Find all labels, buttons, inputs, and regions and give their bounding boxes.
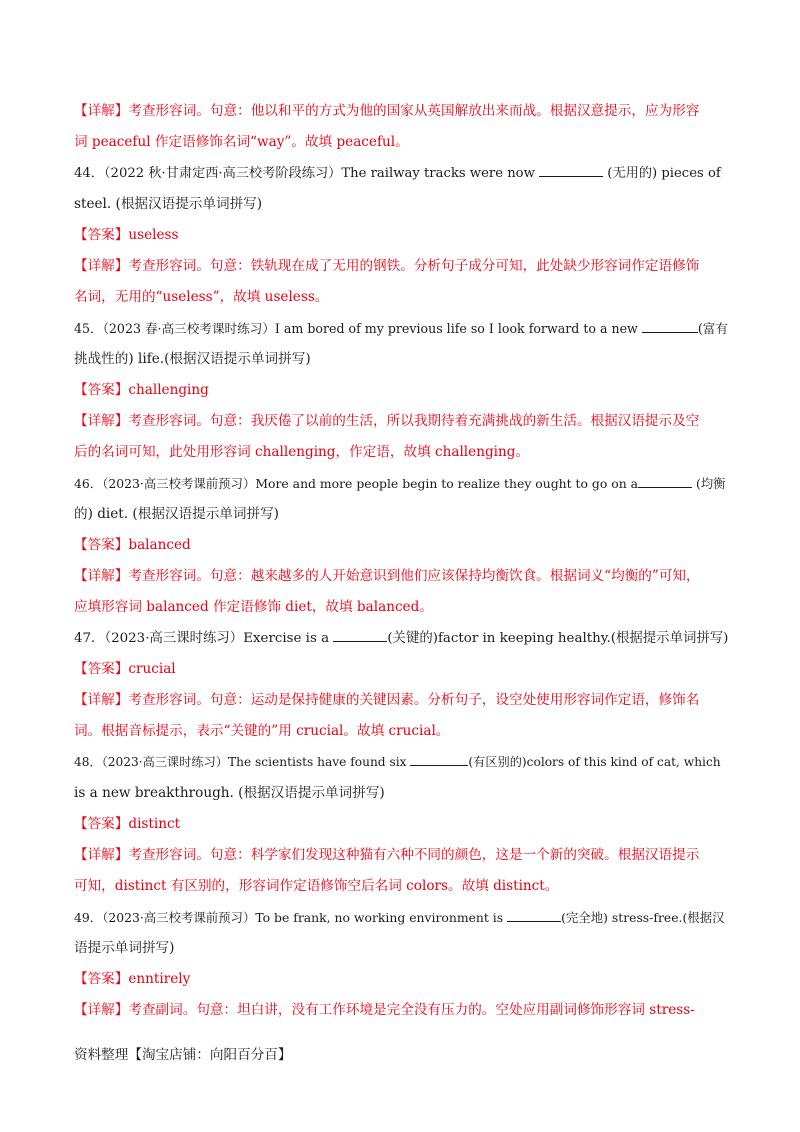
q44-question-line-1 (74, 158, 728, 189)
q46-question-line-2: 的) diet. (根据汉语提示单词拼写) (74, 506, 279, 522)
q47-explain-line-2: 词。根据音标提示，表示“关键的”用 crucial。故填 crucial。 (74, 723, 450, 739)
q44-question-line-2: steel. (根据汉语提示单词拼写) (74, 196, 263, 212)
q45-answer-blank (642, 319, 698, 333)
q46-explain-line-2: 应填形容词 balanced 作定语修饰 diet，故填 balanced。 (74, 599, 433, 615)
q49-question-line-1 (74, 902, 728, 933)
q44-question-post: (无用的) pieces of (603, 166, 721, 181)
q48-answer: 【答案】distinct (74, 816, 181, 832)
q45-question-post: (富有 (697, 321, 728, 336)
q48-explain-line-1: 【详解】考查形容词。句意：科学家们发现这种猫有六种不同的颜色，这是一个新的突破。根据汉语提示 (74, 847, 700, 863)
q45-answer: 【答案】challenging (74, 382, 209, 398)
q47-answer-blank (333, 628, 387, 642)
q49-question-post: (完全地) stress-free.(根据汉 (561, 910, 725, 925)
q49-question-pre: 49．（2023·高三校考课前预习）To be frank, no working environment is (74, 910, 508, 925)
q49-answer: 【答案】enntirely (74, 971, 191, 987)
q44-question-pre: 44．（2022 秋·甘肃定西·高三校考阶段练习）The railway tracks were now (74, 166, 540, 181)
q46-question-line-1 (74, 468, 728, 499)
q45-question-pre: 45．（2023 春·高三校考课时练习）I am bored of my previous life so I look forward to a new (74, 321, 642, 336)
q47-question-pre: 47．（2023·高三课时练习）Exercise is a (74, 631, 334, 646)
q44-answer: 【答案】useless (74, 227, 179, 243)
page-content (74, 96, 728, 1026)
q47-explain-line-1: 【详解】考查形容词。句意：运动是保持健康的关键因素。分析句子，设空处使用形容词作定语，修饰名 (74, 692, 700, 708)
q46-answer-blank (638, 474, 692, 488)
q47-question-line-1 (74, 623, 728, 654)
q45-question-line-2: 挑战性的) life.(根据汉语提示单词拼写) (74, 351, 311, 367)
q43-explain-line-2: 词 peaceful 作定语修饰名词“way”。故填 peaceful。 (74, 134, 409, 150)
page-footer: 资料整理【淘宝店铺：向阳百分百】 (74, 1047, 292, 1063)
q49-question-line-2: 语提示单词拼写) (74, 940, 175, 956)
q48-question-line-1 (74, 747, 728, 778)
q45-explain-line-1: 【详解】考查形容词。句意：我厌倦了以前的生活，所以我期待着充满挑战的新生活。根据汉语提示及空 (74, 413, 700, 429)
q46-explain-line-1: 【详解】考查形容词。句意：越来越多的人开始意识到他们应该保持均衡饮食。根据词义“均衡的”可知， (74, 568, 700, 584)
q48-explain-line-2: 可知，distinct 有区别的，形容词作定语修饰空后名词 colors。故填 distinct。 (74, 878, 559, 894)
q44-explain-line-2: 名词，无用的“useless”，故填 useless。 (74, 289, 329, 305)
q48-question-line-2: is a new breakthrough. (根据汉语提示单词拼写) (74, 785, 385, 801)
q45-explain-line-2: 后的名词可知，此处用形容词 challenging，作定语，故填 challenging。 (74, 444, 530, 460)
q49-answer-blank (507, 908, 561, 922)
q45-question-line-1 (74, 313, 728, 344)
q46-answer: 【答案】balanced (74, 537, 191, 553)
q44-answer-blank (539, 163, 603, 177)
q44-explain-line-1: 【详解】考查形容词。句意：铁轨现在成了无用的钢铁。分析句子成分可知，此处缺少形容词作定语修饰 (74, 258, 700, 274)
q47-question-post: (关键的)factor in keeping healthy.(根据提示单词拼写) (387, 631, 729, 646)
q43-explain-line-1: 【详解】考查形容词。句意：他以和平的方式为他的国家从英国解放出来而战。根据汉意提示，应为形容 (74, 103, 700, 119)
q48-answer-blank (410, 752, 468, 766)
q48-question-post: (有区别的)colors of this kind of cat, which (468, 755, 721, 769)
q46-question-post: (均衡 (692, 476, 726, 491)
q47-answer: 【答案】crucial (74, 661, 176, 677)
q49-explain-line-1: 【详解】考查副词。句意：坦白讲，没有工作环境是完全没有压力的。空处应用副词修饰形容词 stress- (74, 1002, 695, 1018)
q48-question-pre: 48．（2023·高三课时练习）The scientists have found six (74, 755, 411, 769)
q46-question-pre: 46．（2023·高三校考课前预习）More and more people begin to realize they ought to go on a (74, 476, 639, 491)
